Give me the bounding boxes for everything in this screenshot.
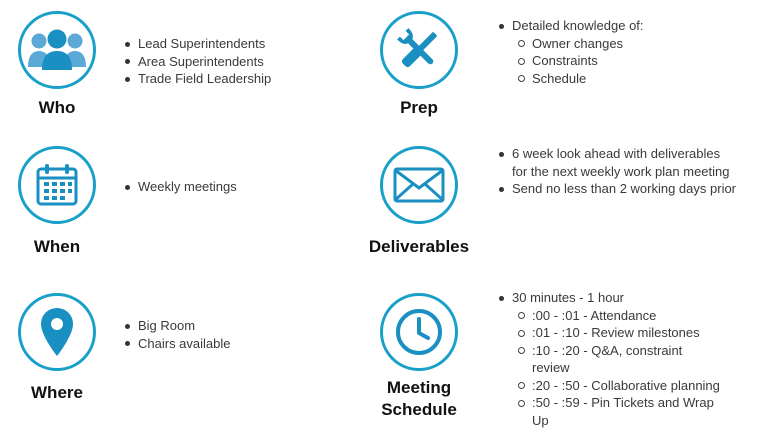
when-icon-circle — [18, 146, 96, 224]
when-bullet-list — [122, 178, 237, 196]
who-label: Who — [38, 98, 76, 117]
where-label: Where — [31, 383, 83, 402]
map-pin-icon — [40, 307, 74, 357]
list-item: Trade Field Leadership — [122, 70, 271, 88]
sub-list-item: :10 - :20 - Q&A, constraint review — [512, 342, 722, 377]
when-label: When — [33, 237, 81, 256]
deliverables-icon-circle — [380, 146, 458, 224]
sub-list-item: :50 - :59 - Pin Tickets and Wrap Up — [512, 394, 722, 429]
list-item: Chairs available — [122, 335, 231, 353]
envelope-icon — [393, 167, 445, 203]
sub-list-item: Owner changes — [512, 35, 644, 53]
where-bullet-list — [122, 317, 231, 352]
list-item: Send no less than 2 working days prior — [496, 180, 736, 198]
meeting-schedule-bullet-list — [496, 289, 746, 429]
who-icon-circle — [18, 11, 96, 89]
clock-icon — [394, 307, 444, 357]
list-item-label: Detailed knowledge of: — [512, 18, 644, 33]
deliverables-label: Deliverables — [368, 237, 470, 256]
list-item: Area Superintendents — [122, 53, 271, 71]
list-item — [496, 289, 746, 429]
meeting-schedule-icon-circle — [380, 293, 458, 371]
deliverables-bullet-list — [496, 145, 736, 198]
list-item-label: 30 minutes - 1 hour — [512, 290, 625, 305]
sub-list-item: :20 - :50 - Collaborative planning — [512, 377, 722, 395]
meeting-schedule-label — [359, 377, 479, 421]
list-item — [496, 17, 644, 87]
list-item: Lead Superintendents — [122, 35, 271, 53]
list-item: Weekly meetings — [122, 178, 237, 196]
where-icon-circle — [18, 293, 96, 371]
list-item: 6 week look ahead with deliverables for the next weekly work plan meeting — [496, 145, 736, 180]
list-item: Big Room — [122, 317, 231, 335]
meeting-schedule-sub-list — [512, 307, 722, 430]
users-icon — [27, 28, 87, 72]
prep-icon-circle — [380, 11, 458, 89]
prep-label: Prep — [400, 98, 438, 117]
sub-list-item: :00 - :01 - Attendance — [512, 307, 722, 325]
meeting-schedule-label-line1: Meeting — [386, 378, 452, 397]
prep-sub-list — [512, 35, 644, 88]
sub-list-item: Constraints — [512, 52, 644, 70]
meeting-schedule-label-line2: Schedule — [381, 400, 457, 419]
sub-list-item: Schedule — [512, 70, 644, 88]
sub-list-item: :01 - :10 - Review milestones — [512, 324, 722, 342]
calendar-icon — [35, 163, 79, 207]
who-bullet-list — [122, 35, 271, 88]
tools-icon — [394, 25, 444, 75]
prep-bullet-list — [496, 17, 644, 87]
